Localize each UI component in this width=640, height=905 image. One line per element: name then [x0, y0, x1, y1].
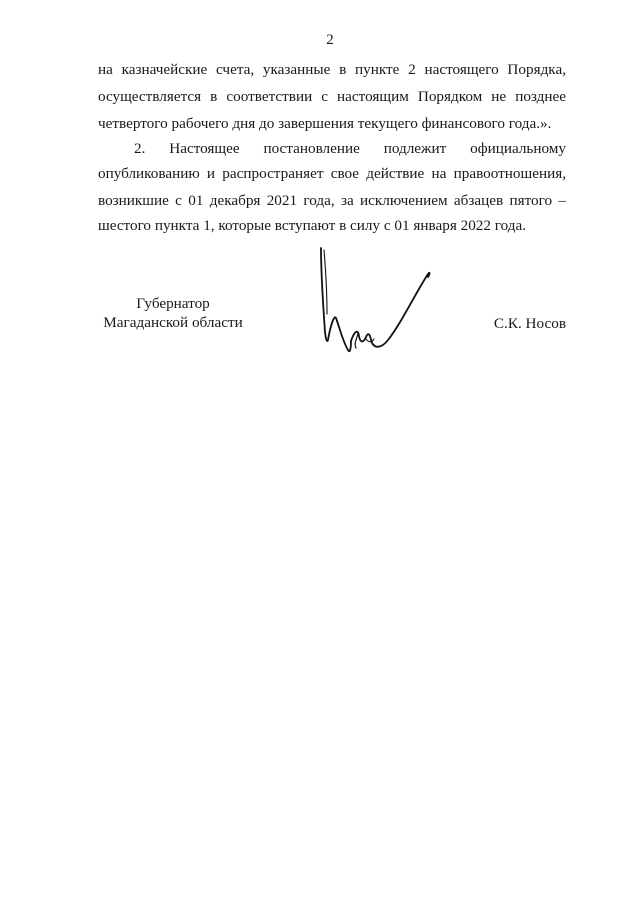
signer-name: С.К. Носов [493, 315, 566, 332]
paragraph-2-line-3: возникшие с 01 декабря 2021 года, за исключением абзацев пятого – [98, 192, 566, 209]
position-title-line-2: Магаданской области [103, 314, 243, 331]
page-number: 2 [326, 32, 334, 48]
position-title-line-1: Губернатор [136, 295, 210, 312]
paragraph-1-line-3: четвертого рабочего дня до завершения текущего финансового года.». [98, 115, 552, 132]
paragraph-1-line-1: на казначейские счета, указанные в пункте 2 настоящего Порядка, [98, 61, 566, 78]
handwritten-signature [310, 244, 440, 368]
paragraph-2-line-1: 2. Настоящее постановление подлежит официальному [134, 140, 566, 157]
paragraph-2-line-2: опубликованию и распространяет свое действие на правоотношения, [98, 165, 566, 182]
paragraph-2-line-4: шестого пункта 1, которые вступают в силу с 01 января 2022 года. [98, 217, 527, 234]
paragraph-1-line-2: осуществляется в соответствии с настоящим Порядком не позднее [98, 88, 566, 105]
position-title [98, 294, 248, 332]
